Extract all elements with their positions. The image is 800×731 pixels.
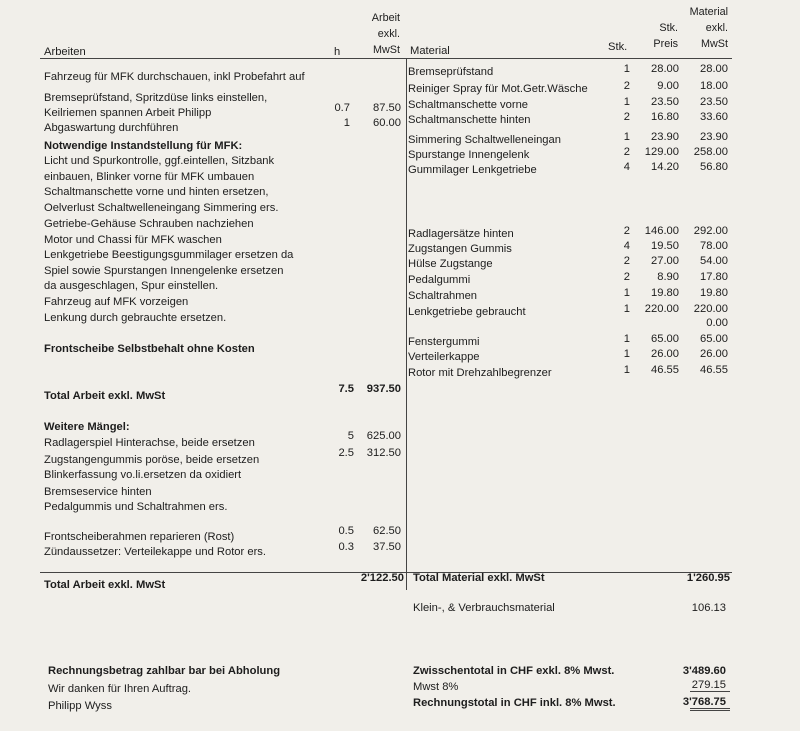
material-price: 19.80	[651, 287, 679, 299]
material-total: 65.00	[700, 333, 728, 345]
further-line: Zugstangengummis poröse, beide ersetzen	[44, 454, 260, 466]
material-total: 0.00	[706, 317, 728, 329]
material-qty: 1	[623, 287, 630, 299]
klein-label: Klein-, & Verbrauchsmaterial	[413, 602, 555, 614]
material-qty: 1	[623, 131, 630, 143]
material-name: Reiniger Spray für Mot.Getr.Wäsche	[408, 83, 588, 95]
material-name: Lenkgetriebe gebraucht	[408, 306, 526, 318]
material-total: 56.80	[700, 161, 728, 173]
material-price: 27.00	[651, 255, 679, 267]
vat-label: Mwst 8%	[413, 681, 459, 693]
invoice-total-amount: 3'768.75	[682, 696, 726, 708]
further-line: Bremseservice hinten	[44, 486, 152, 498]
subtotal-label: Zwisschentotal in CHF exkl. 8% Mwst.	[413, 665, 615, 677]
further-line: Radlagerspiel Hinterachse, beide ersetzen	[44, 437, 255, 449]
klein-amount: 106.13	[691, 602, 726, 614]
material-total: 33.60	[700, 111, 728, 123]
further-amount: 312.50	[366, 447, 401, 459]
further2-line: Frontscheiberahmen reparieren (Rost)	[44, 531, 235, 543]
work-amount: 60.00	[373, 117, 401, 129]
total-material-amount: 1'260.95	[686, 572, 730, 584]
material-qty: 1	[623, 364, 630, 376]
material-qty: 2	[623, 255, 630, 267]
material-name: Pedalgummi	[408, 274, 471, 286]
material-qty: 2	[623, 111, 630, 123]
work-line: Bremseprüfstand, Spritzdüse links einstellen,	[44, 92, 268, 104]
material-total: 19.80	[700, 287, 728, 299]
header-arbeit-2: exkl.	[377, 28, 400, 40]
material-name: Schaltmanschette hinten	[408, 114, 531, 126]
material-price: 46.55	[651, 364, 679, 376]
material-qty: 2	[623, 271, 630, 283]
header-matcol-3: MwSt	[701, 38, 728, 50]
further2-line: Zündaussetzer: Verteilekappe und Rotor ers.	[44, 546, 267, 558]
further-hours: 2.5	[338, 447, 354, 459]
material-price: 23.90	[651, 131, 679, 143]
further-line: Weitere Mängel:	[44, 421, 130, 433]
material-qty: 2	[623, 225, 630, 237]
total-work-2-label: Total Arbeit exkl. MwSt	[44, 579, 166, 591]
header-stk: Stk.	[608, 41, 628, 53]
work-hours: 1	[343, 117, 350, 129]
material-name: Gummilager Lenkgetriebe	[408, 164, 537, 176]
header-arbeit-3: MwSt	[373, 44, 400, 56]
column-divider	[406, 58, 407, 590]
header-rule	[40, 58, 732, 59]
material-price: 9.00	[657, 80, 679, 92]
material-total: 26.00	[700, 348, 728, 360]
work-line: Lenkgetriebe Beestigungsgummilager ersetzen da	[44, 249, 294, 261]
header-material: Material	[410, 45, 450, 57]
header-arbeiten: Arbeiten	[44, 46, 86, 58]
material-name: Rotor mit Drehzahlbegrenzer	[408, 367, 552, 379]
total-work-1-amount: 937.50	[366, 383, 401, 395]
material-total: 258.00	[693, 146, 728, 158]
material-qty: 2	[623, 146, 630, 158]
work-hours: 0.7	[334, 102, 350, 114]
header-matcol-1: Material	[689, 6, 728, 18]
work-line: Fahrzeug für MFK durchschauen, inkl Probefahrt auf	[44, 71, 305, 83]
header-matcol-2: exkl.	[705, 22, 728, 34]
further-line: Blinkerfassung vo.li.ersetzen da oxidiert	[44, 469, 242, 481]
work-line: einbauen, Blinker vorne für MFK umbauen	[44, 171, 255, 183]
material-price: 16.80	[651, 111, 679, 123]
material-name: Hülse Zugstange	[408, 258, 493, 270]
work-line: Licht und Spurkontrolle, ggf.eintellen, Sitzbank	[44, 155, 275, 167]
footer-thanks: Wir danken für Ihren Auftrag.	[48, 683, 192, 695]
work-line: Spiel sowie Spurstangen Innengelenke ersetzen	[44, 265, 284, 277]
total-work-1-label: Total Arbeit exkl. MwSt	[44, 390, 166, 402]
header-arbeit-1: Arbeit	[371, 12, 400, 24]
work-line: Schaltmanschette vorne und hinten ersetzen,	[44, 186, 269, 198]
further2-hours: 0.5	[338, 525, 354, 537]
footer-payment-note: Rechnungsbetrag zahlbar bar bei Abholung	[48, 665, 281, 677]
total-work-2-amount: 2'122.50	[360, 572, 404, 584]
further2-amount: 37.50	[373, 541, 401, 553]
material-name: Simmering Schaltwelleneingan	[408, 134, 561, 146]
frontscheibe-note: Frontscheibe Selbstbehalt ohne Kosten	[44, 343, 255, 355]
further-amount: 625.00	[366, 430, 401, 442]
material-price: 129.00	[644, 146, 679, 158]
material-price: 146.00	[644, 225, 679, 237]
material-price: 14.20	[651, 161, 679, 173]
material-qty: 2	[623, 80, 630, 92]
material-qty: 1	[623, 63, 630, 75]
total-work-1-hours: 7.5	[338, 383, 354, 395]
material-total: 28.00	[700, 63, 728, 75]
material-qty: 4	[623, 161, 630, 173]
work-line: Fahrzeug auf MFK vorzeigen	[44, 296, 189, 308]
material-total: 78.00	[700, 240, 728, 252]
material-total: 292.00	[693, 225, 728, 237]
material-name: Fenstergummi	[408, 336, 480, 348]
material-total: 23.50	[700, 96, 728, 108]
further2-hours: 0.3	[338, 541, 354, 553]
material-name: Verteilerkappe	[408, 351, 480, 363]
material-total: 23.90	[700, 131, 728, 143]
material-qty: 1	[623, 333, 630, 345]
total-material-label: Total Material exkl. MwSt	[413, 572, 545, 584]
material-qty: 1	[623, 96, 630, 108]
further-line: Pedalgummis und Schaltrahmen ers.	[44, 501, 228, 513]
material-price: 8.90	[657, 271, 679, 283]
work-line: Lenkung durch gebrauchte ersetzen.	[44, 312, 227, 324]
material-price: 26.00	[651, 348, 679, 360]
invoice-total-label: Rechnungstotal in CHF inkl. 8% Mwst.	[413, 697, 616, 709]
material-total: 17.80	[700, 271, 728, 283]
material-total: 46.55	[700, 364, 728, 376]
material-qty: 1	[623, 303, 630, 315]
work-line: Notwendige Instandstellung für MFK:	[44, 140, 243, 152]
material-price: 23.50	[651, 96, 679, 108]
material-name: Spurstange Innengelenk	[408, 149, 530, 161]
material-price: 220.00	[644, 303, 679, 315]
header-preis-1: Stk.	[659, 22, 678, 34]
subtotal-amount: 3'489.60	[682, 665, 726, 677]
further-hours: 5	[347, 430, 354, 442]
material-total: 54.00	[700, 255, 728, 267]
work-line: Motor und Chassi für MFK waschen	[44, 234, 222, 246]
work-line: Getriebe-Gehäuse Schrauben nachziehen	[44, 218, 254, 230]
material-qty: 1	[623, 348, 630, 360]
material-total: 220.00	[693, 303, 728, 315]
further2-amount: 62.50	[373, 525, 401, 537]
material-name: Bremseprüfstand	[408, 66, 494, 78]
material-qty: 4	[623, 240, 630, 252]
total-double-rule-2	[690, 710, 730, 711]
material-price: 28.00	[651, 63, 679, 75]
header-preis-2: Preis	[653, 38, 678, 50]
material-total: 18.00	[700, 80, 728, 92]
material-name: Radlagersätze hinten	[408, 228, 514, 240]
work-line: da ausgeschlagen, Spur einstellen.	[44, 280, 219, 292]
footer-signature: Philipp Wyss	[48, 700, 112, 712]
work-line: Abgaswartung durchführen	[44, 122, 179, 134]
work-line: Oelverlust Schaltwelleneingang Simmering ers.	[44, 202, 279, 214]
work-line: Keilriemen spannen Arbeit Philipp	[44, 107, 212, 119]
material-price: 19.50	[651, 240, 679, 252]
material-price: 65.00	[651, 333, 679, 345]
work-amount: 87.50	[373, 102, 401, 114]
vat-amount: 279.15	[691, 679, 726, 691]
material-name: Schaltmanschette vorne	[408, 99, 529, 111]
material-name: Zugstangen Gummis	[408, 243, 512, 255]
header-hours: h	[334, 46, 341, 58]
material-name: Schaltrahmen	[408, 290, 478, 302]
